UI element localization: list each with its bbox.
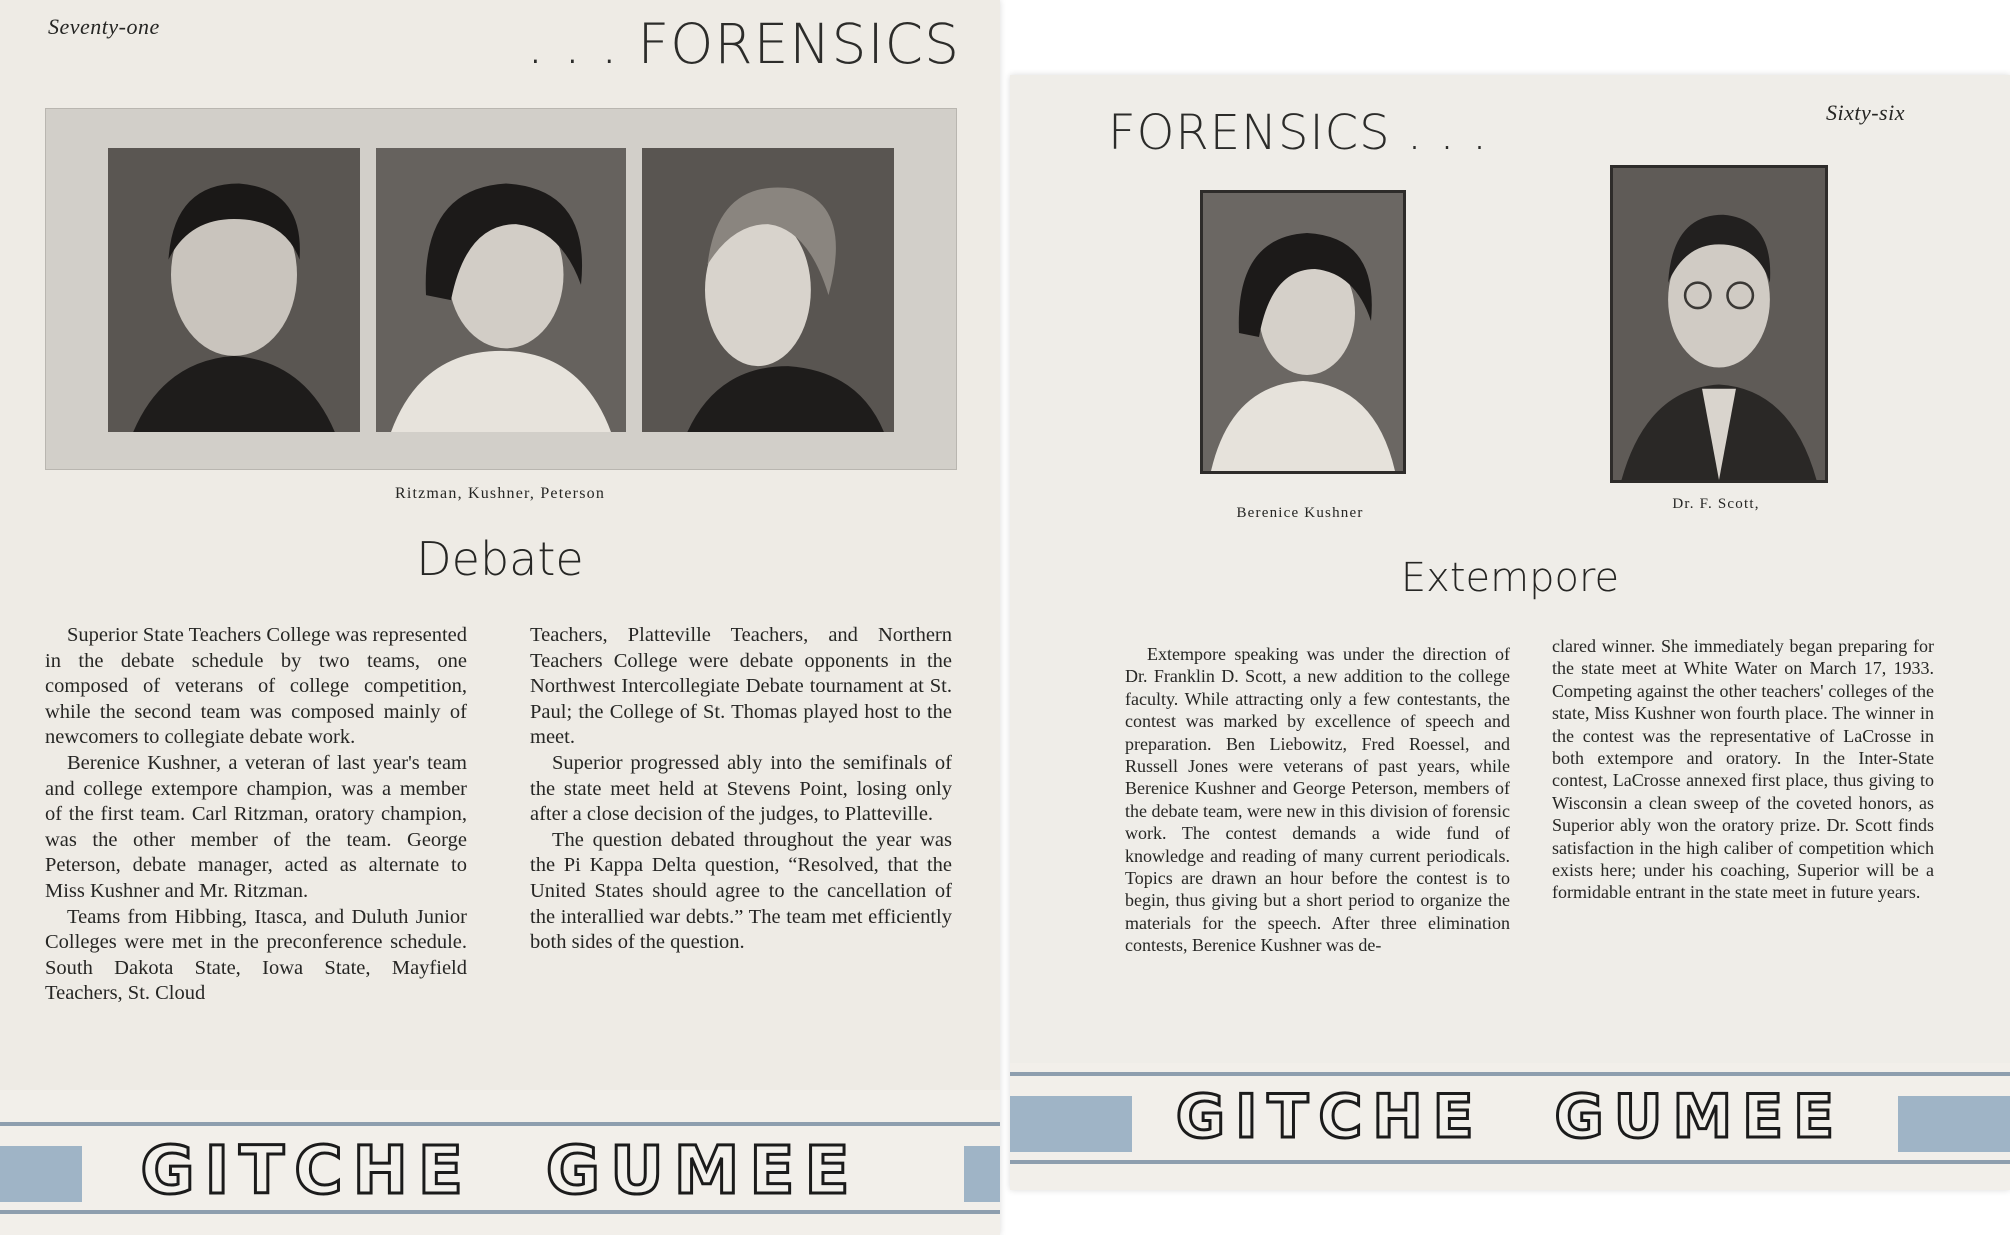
article-column-2: [530, 623, 952, 956]
right-page: [1010, 75, 2010, 1190]
paragraph: The question debated throughout the year was the Pi Kappa Delta question, “Resolved, that the United States should agree to the cancellation of the interallied war debts.” The team met efficiently both sides of the question.: [530, 828, 952, 954]
portrait-kushner: [1200, 190, 1406, 474]
section-title: FORENSICS . . .: [1108, 105, 1489, 161]
portrait-peterson: [642, 148, 894, 432]
footer-band: [0, 1090, 1000, 1235]
page-number: Sixty-six: [1825, 100, 1905, 125]
photo-caption: Dr. F. Scott,: [1672, 496, 1760, 512]
page-number: Seventy-one: [48, 14, 160, 39]
paragraph: Superior progressed ably into the semifinals of the state meet held at Stevens Point, losing only after a close decision of the judges, to Platteville.: [530, 751, 952, 826]
paragraph: Teachers, Platteville Teachers, and Northern Teachers College were debate opponents in the Northwest Intercollegiate Debate tournament at St. Paul; the College of St. Thomas played host to the meet.: [530, 624, 952, 749]
portrait-scott: [1610, 165, 1828, 483]
paragraph: Teams from Hibbing, Itasca, and Duluth Junior Colleges were met in the preconference schedule. South Dakota State, Iowa State, Mayfield Teachers, St. Cloud: [45, 905, 467, 1005]
paragraph: clared winner. She immediately began preparing for the state meet at White Water on March 17, 1933. Competing against the other teachers' colleges of the state, Miss Kushner won fourth place. The winner in the contest was the representative of LaCrosse in both extempore and oratory. In the Inter-State contest, LaCrosse annexed first place, thus giving to Wisconsin a clean sweep of the coveted honors, as Superior ably won the oratory prize. Dr. Scott finds satisfaction in the high caliber of competition which exists here; under his coaching, Superior will be a formidable entrant in the state meet in future years.: [1552, 636, 1934, 903]
portrait-kushner: [376, 148, 626, 432]
section-subhead: Debate: [416, 532, 584, 586]
footer-band: [1010, 1063, 2010, 1190]
article-column-2: [1552, 635, 1934, 904]
portrait-ritzman: [108, 148, 360, 432]
banner-title: GITCHE GUMEE: [140, 1132, 860, 1209]
band-rule: [1010, 1160, 2010, 1164]
paragraph: Berenice Kushner, a veteran of last year's team and college extempore champion, was a member of the first team. Carl Ritzman, oratory champion, was the other member of the team. George Peterson, debate manager, acted as alternate to Miss Kushner and Mr. Ritzman.: [45, 751, 467, 902]
left-page: [0, 0, 1000, 1235]
band-rule: [1010, 1072, 2010, 1076]
photo-caption: Ritzman, Kushner, Peterson: [394, 485, 606, 502]
section-subhead: Extempore: [1400, 555, 1620, 601]
banner-title: GITCHE GUMEE: [1175, 1082, 1845, 1152]
photo-strip: [45, 108, 957, 470]
article-column-1: [45, 623, 467, 1007]
paragraph: Superior State Teachers College was represented in the debate schedule by two teams, one composed of veterans of college competition, while the second team was composed mainly of newcomers to collegiate debate work.: [45, 624, 467, 749]
band-rule: [0, 1210, 1000, 1214]
photo-caption: Berenice Kushner: [1236, 505, 1364, 521]
paragraph: Extempore speaking was under the direction of Dr. Franklin D. Scott, a new addition to the college faculty. While attracting only a few contestants, the contest was marked by excellence of speech and preparation. Ben Liebowitz, Fred Roessel, and Russell Jones were veterans of past years, while Berenice Kushner and George Peterson, members of the debate team, were new in this division of forensic work. The contest demands a wide fund of knowledge and reading of many current periodicals. Topics are drawn an hour before the contest is to begin, thus giving but a short period to organize the materials for the speech. After three elimination contests, Berenice Kushner was de-: [1125, 644, 1510, 956]
section-title: . . . FORENSICS: [526, 12, 960, 76]
article-column-1: [1125, 643, 1510, 957]
band-rule: [0, 1122, 1000, 1126]
